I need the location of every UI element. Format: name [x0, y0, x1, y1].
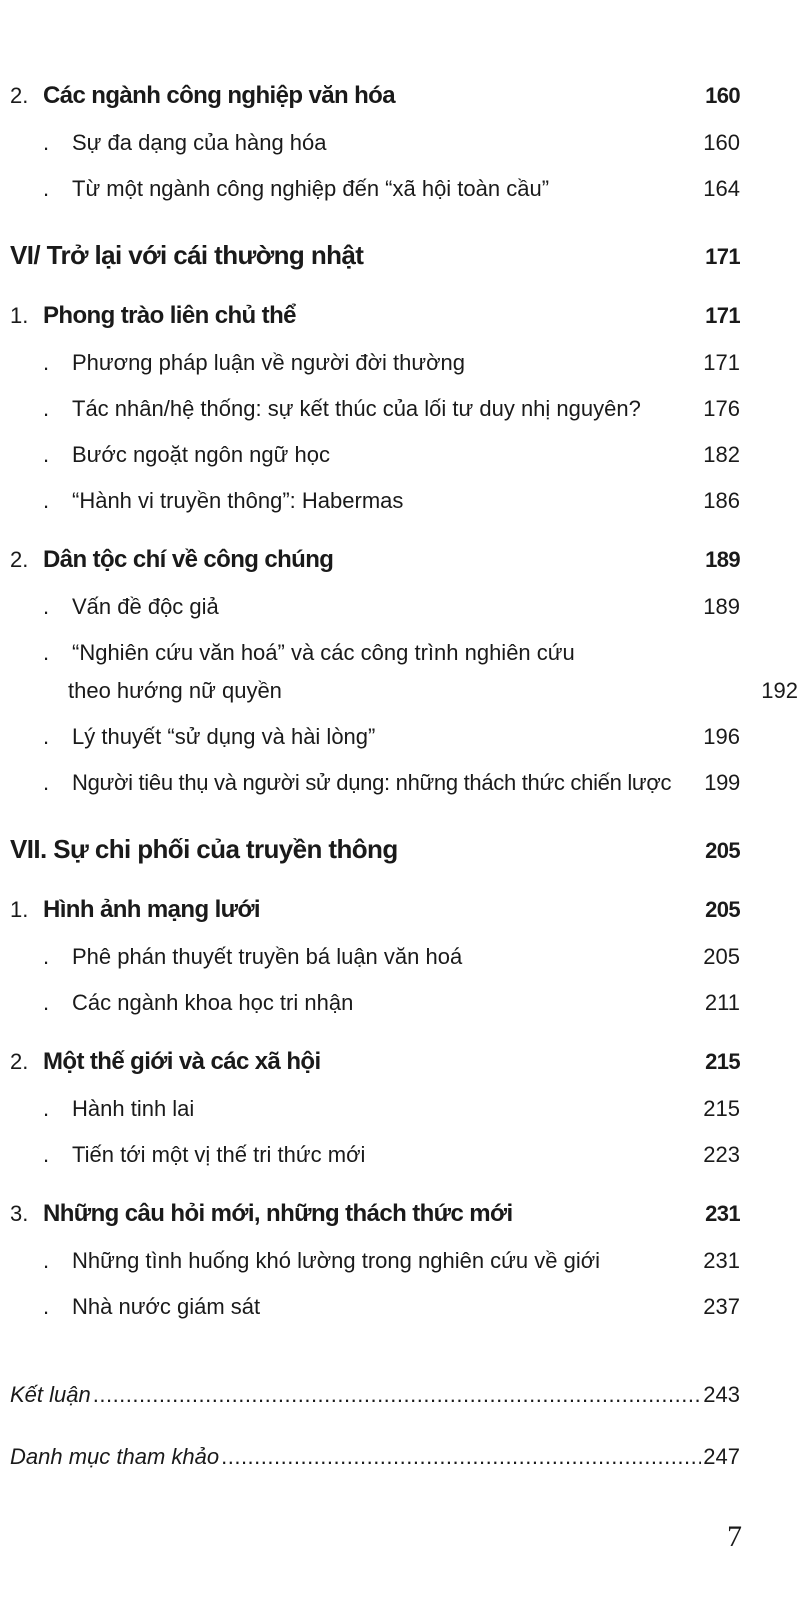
toc-subsection [10, 546, 740, 574]
toc-bullet: . [43, 724, 50, 749]
toc-item [10, 1096, 740, 1122]
toc-item [10, 1142, 740, 1168]
toc-page: 186 [703, 488, 740, 513]
page-number: 7 [727, 1520, 742, 1553]
toc-bullet: . [43, 594, 50, 619]
toc-page: 171 [703, 350, 740, 375]
toc-page: 215 [703, 1096, 740, 1121]
toc-page: 199 [704, 770, 740, 795]
toc-item [10, 724, 740, 750]
toc-bullet: . [43, 990, 50, 1015]
toc-number: 3. [10, 1201, 29, 1226]
toc-title: Phong trào liên chủ thể [43, 302, 296, 329]
toc-title: Tác nhân/hệ thống: sự kết thúc của lối tư duy nhị nguyên? [72, 396, 641, 421]
toc-subsection [10, 1200, 740, 1228]
toc-bullet: . [43, 396, 50, 421]
toc-leader-conclusion [10, 1382, 740, 1408]
toc-section [10, 834, 740, 865]
toc-page: 237 [703, 1294, 740, 1319]
toc-subsection [10, 1048, 740, 1076]
toc-item [10, 1248, 740, 1274]
toc-item [10, 770, 740, 796]
toc-page: 192 [761, 678, 798, 703]
toc-page: 231 [703, 1248, 740, 1273]
toc-title: Những câu hỏi mới, những thách thức mới [43, 1200, 513, 1227]
dot-leader [221, 1444, 701, 1470]
toc-number: 2. [10, 83, 29, 108]
toc-leader-references [10, 1444, 740, 1470]
toc-section-title: VII. Sự chi phối của truyền thông [10, 834, 398, 864]
toc-item [10, 176, 740, 202]
toc-title: Sự đa dạng của hàng hóa [72, 130, 327, 155]
toc-title: Những tình huống khó lường trong nghiên cứu về giới [72, 1248, 601, 1273]
toc-section-title: VI/ Trở lại với cái thường nhật [10, 240, 364, 270]
toc-page: 189 [705, 547, 740, 572]
toc-item [10, 990, 740, 1016]
toc-item [10, 944, 740, 970]
toc-page: 160 [705, 83, 740, 108]
toc-bullet: . [43, 1248, 50, 1273]
toc-page: 247 [703, 1444, 740, 1469]
toc-title: Tiến tới một vị thế tri thức mới [72, 1142, 366, 1167]
toc-bullet: . [43, 944, 50, 969]
toc-bullet: . [43, 1294, 50, 1319]
toc-page: 160 [703, 130, 740, 155]
toc-bullet: . [43, 488, 50, 513]
toc-item [10, 488, 740, 514]
toc-title: Hành tinh lai [72, 1096, 195, 1121]
toc-page: 243 [703, 1382, 740, 1407]
toc-title: Bước ngoặt ngôn ngữ học [72, 442, 330, 467]
toc-page: 211 [704, 990, 740, 1015]
toc-title: Các ngành khoa học tri nhận [72, 990, 354, 1015]
toc-page: 182 [703, 442, 740, 467]
toc-item [10, 350, 740, 376]
toc-title: Hình ảnh mạng lưới [43, 896, 260, 923]
toc-title: “Hành vi truyền thông”: Habermas [72, 488, 404, 513]
toc-page: 189 [703, 594, 740, 619]
toc-item [10, 442, 740, 468]
toc-bullet: . [43, 350, 50, 375]
toc-title: Từ một ngành công nghiệp đến “xã hội toàn cầu” [72, 176, 550, 201]
toc-bullet: . [43, 1142, 50, 1167]
toc-title: Các ngành công nghiệp văn hóa [43, 82, 395, 109]
toc-title: Phương pháp luận về người đời thường [72, 350, 466, 375]
toc-title: Kết luận [10, 1382, 91, 1407]
toc-bullet: . [43, 1096, 50, 1121]
toc-bullet: . [43, 442, 50, 467]
toc-page: 205 [703, 944, 740, 969]
toc-title: Dân tộc chí về công chúng [43, 546, 334, 573]
toc-subsection [10, 302, 740, 330]
toc-number: 1. [10, 897, 29, 922]
toc-number: 2. [10, 547, 29, 572]
toc-title: Nhà nước giám sát [72, 1294, 261, 1319]
toc-title: Một thế giới và các xã hội [43, 1048, 321, 1075]
toc-item [10, 130, 740, 156]
toc-bullet: . [43, 130, 50, 155]
toc-item [10, 594, 740, 620]
toc-section [10, 240, 740, 271]
toc-number: 1. [10, 303, 29, 328]
toc-title: Người tiêu thụ và người sử dụng: những thách thức chiến lược [72, 770, 672, 795]
toc-page: 231 [705, 1201, 740, 1226]
toc-item [10, 396, 740, 422]
toc-bullet: . [43, 770, 49, 795]
toc-item-continuation [10, 678, 798, 704]
toc-page: 215 [705, 1049, 740, 1074]
toc-title: “Nghiên cứu văn hoá” và các công trình nghiên cứu [72, 640, 575, 665]
toc-page: 164 [703, 176, 740, 201]
toc-bullet: . [43, 176, 50, 201]
toc-page: 223 [703, 1142, 740, 1167]
toc-page: 176 [703, 396, 740, 421]
dot-leader [93, 1382, 702, 1408]
toc-title: Danh mục tham khảo [10, 1444, 220, 1469]
toc-item [10, 1294, 740, 1320]
toc-page: 171 [705, 303, 740, 328]
toc-title: Phê phán thuyết truyền bá luận văn hoá [72, 944, 463, 969]
toc-title: theo hướng nữ quyền [68, 678, 282, 703]
toc-number: 2. [10, 1049, 29, 1074]
toc-subsection [10, 82, 740, 110]
toc-title: Vấn đề độc giả [72, 594, 219, 619]
toc-page: 171 [705, 244, 740, 269]
toc-page: 205 [705, 838, 740, 863]
toc-title: Lý thuyết “sử dụng và hài lòng” [72, 724, 376, 749]
toc-subsection [10, 896, 740, 924]
toc-page: 196 [703, 724, 740, 749]
toc-page: 205 [705, 897, 740, 922]
toc-bullet: . [43, 640, 50, 665]
toc-item [10, 640, 740, 666]
